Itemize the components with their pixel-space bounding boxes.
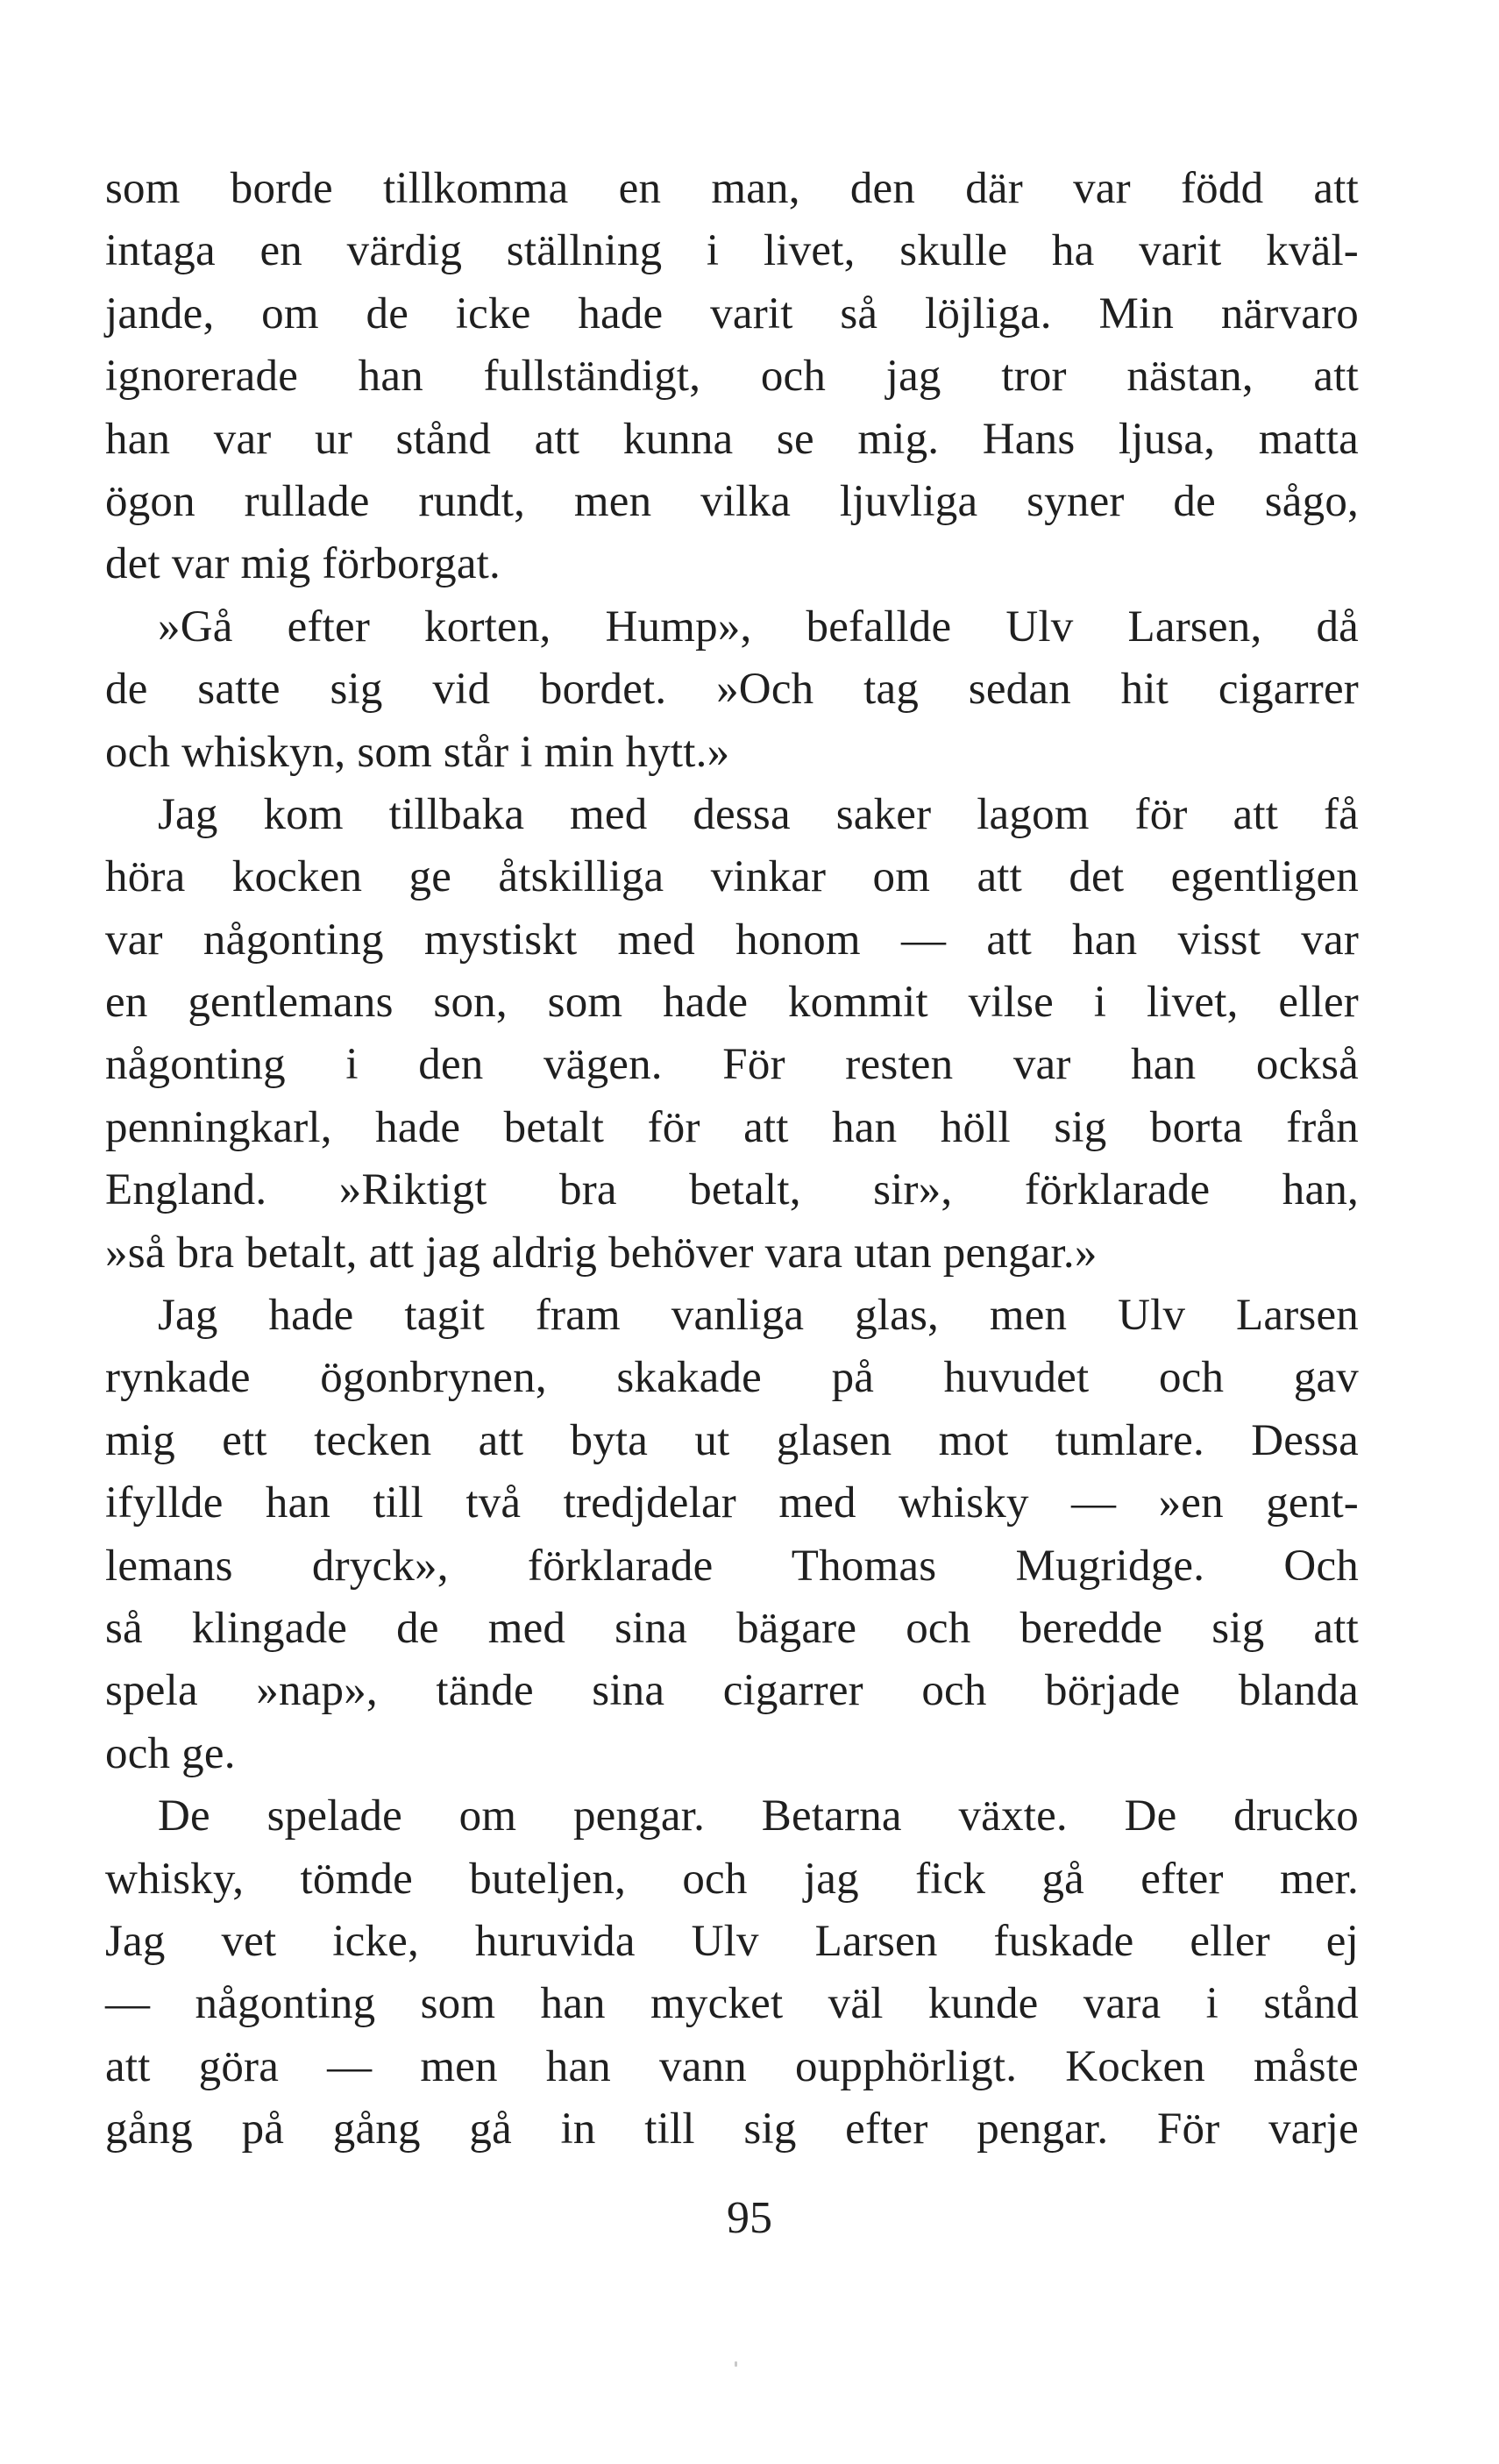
text-line: och whiskyn, som står i min hytt.»: [105, 727, 730, 777]
text-line: gång på gång gå in till sig efter pengar. För varje: [105, 2104, 1359, 2154]
text-line: ögon rullade rundt, men vilka ljuvliga syner de sågo,: [105, 476, 1359, 526]
text-line: »Gå efter korten, Hump», befallde Ulv Larsen, då: [158, 602, 1359, 652]
text-line: rynkade ögonbrynen, skakade på huvudet och gav: [105, 1353, 1359, 1403]
text-line: — någonting som han mycket väl kunde vara i stånd: [105, 1979, 1359, 2029]
text-line: så klingade de med sina bägare och beredde sig att: [105, 1603, 1359, 1653]
text-line: lemans dryck», förklarade Thomas Mugridge. Och: [105, 1541, 1359, 1591]
text-line: England. »Riktigt bra betalt, sir», förklarade han,: [105, 1165, 1359, 1215]
text-line: som borde tillkomma en man, den där var född att: [105, 164, 1359, 213]
text-line: någonting i den vägen. För resten var han också: [105, 1040, 1359, 1090]
body-text: [105, 158, 1359, 2161]
text-line: De spelade om pengar. Betarna växte. De drucko: [158, 1791, 1359, 1841]
paper-speck: [735, 2361, 737, 2367]
text-line: intaga en värdig ställning i livet, skulle ha varit kväl-: [105, 226, 1359, 276]
page-number: 95: [727, 2193, 772, 2243]
text-line: Jag hade tagit fram vanliga glas, men Ulv Larsen: [158, 1291, 1359, 1341]
text-line: ifyllde han till två tredjdelar med whisky — »en gent-: [105, 1478, 1359, 1528]
text-line: var någonting mystiskt med honom — att han visst var: [105, 915, 1359, 965]
text-line: »så bra betalt, att jag aldrig behöver vara utan pengar.»: [105, 1228, 1098, 1278]
text-line: Jag kom tillbaka med dessa saker lagom för att få: [158, 789, 1359, 839]
text-line: spela »nap», tände sina cigarrer och började blanda: [105, 1666, 1359, 1716]
text-line: Jag vet icke, huruvida Ulv Larsen fuskade eller ej: [105, 1916, 1359, 1966]
text-line: jande, om de icke hade varit så löjliga. Min närvaro: [105, 288, 1359, 338]
text-line: höra kocken ge åtskilliga vinkar om att det egentligen: [105, 852, 1359, 902]
text-line: att göra — men han vann oupphörligt. Kocken måste: [105, 2041, 1359, 2091]
text-line: det var mig förborgat.: [105, 539, 501, 589]
text-line: och ge.: [105, 1728, 236, 1778]
text-line: mig ett tecken att byta ut glasen mot tumlare. Dessa: [105, 1415, 1359, 1465]
text-line: en gentlemans son, som hade kommit vilse i livet, eller: [105, 978, 1359, 1028]
text-line: han var ur stånd att kunna se mig. Hans ljusa, matta: [105, 414, 1359, 464]
text-line: penningkarl, hade betalt för att han höll sig borta från: [105, 1102, 1359, 1152]
text-line: de satte sig vid bordet. »Och tag sedan hit cigarrer: [105, 665, 1359, 715]
text-line: ignorerade han fullständigt, och jag tror nästan, att: [105, 352, 1359, 402]
text-line: whisky, tömde buteljen, och jag fick gå efter mer.: [105, 1854, 1359, 1904]
